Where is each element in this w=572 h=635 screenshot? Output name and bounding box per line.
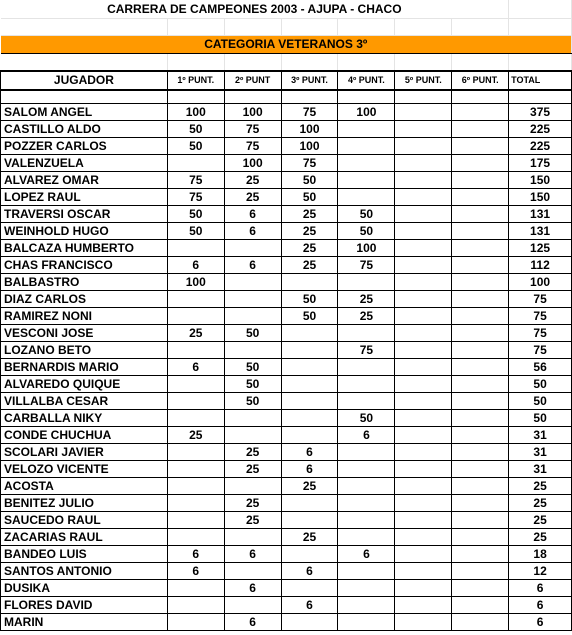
points-cell: 100 (167, 104, 224, 121)
points-cell (281, 376, 338, 393)
page-title: CARRERA DE CAMPEONES 2003 - AJUPA - CHACO (1, 0, 509, 19)
player-name-cell: CASTILLO ALDO (1, 121, 168, 138)
points-cell (167, 393, 224, 410)
total-cell: 25 (509, 512, 572, 529)
player-name-cell: SCOLARI JAVIER (1, 444, 168, 461)
points-cell (281, 580, 338, 597)
points-cell (281, 427, 338, 444)
points-cell (338, 444, 395, 461)
points-cell: 25 (281, 240, 338, 257)
table-row (1, 359, 572, 376)
table-row (1, 257, 572, 274)
points-cell (167, 444, 224, 461)
points-cell: 6 (167, 257, 224, 274)
header-punt-4: 4º PUNT. (338, 71, 395, 90)
points-cell: 50 (167, 121, 224, 138)
table-row (1, 308, 572, 325)
category-banner: CATEGORIA VETERANOS 3º (1, 36, 572, 54)
points-cell: 75 (224, 121, 281, 138)
points-cell (338, 495, 395, 512)
points-cell (338, 478, 395, 495)
total-cell: 131 (509, 206, 572, 223)
points-cell (452, 580, 509, 597)
table-row (1, 138, 572, 155)
points-cell (338, 359, 395, 376)
points-cell: 50 (167, 138, 224, 155)
player-name-cell: CONDE CHUCHUA (1, 427, 168, 444)
table-row (1, 121, 572, 138)
points-cell: 75 (338, 342, 395, 359)
total-cell: 6 (509, 614, 572, 631)
points-cell: 25 (281, 478, 338, 495)
points-cell: 50 (224, 376, 281, 393)
points-cell (395, 478, 452, 495)
player-name-cell: TRAVERSI OSCAR (1, 206, 168, 223)
points-cell (395, 359, 452, 376)
points-cell (224, 529, 281, 546)
player-name-cell: CHAS FRANCISCO (1, 257, 168, 274)
points-cell (224, 342, 281, 359)
points-cell (395, 495, 452, 512)
points-cell: 6 (281, 444, 338, 461)
points-cell (224, 240, 281, 257)
total-cell: 31 (509, 427, 572, 444)
points-cell (224, 563, 281, 580)
player-name-cell: LOPEZ RAUL (1, 189, 168, 206)
points-cell: 50 (281, 308, 338, 325)
total-cell: 100 (509, 274, 572, 291)
points-cell (452, 512, 509, 529)
points-cell: 25 (224, 495, 281, 512)
header-total: TOTAL (509, 71, 572, 90)
points-cell (452, 308, 509, 325)
points-cell (167, 495, 224, 512)
total-cell: 75 (509, 308, 572, 325)
points-cell: 25 (224, 172, 281, 189)
points-cell: 75 (338, 257, 395, 274)
total-cell: 6 (509, 597, 572, 614)
table-row (1, 206, 572, 223)
table-row (1, 461, 572, 478)
table-row (1, 189, 572, 206)
points-cell: 75 (224, 138, 281, 155)
table-row (1, 563, 572, 580)
points-cell: 50 (224, 325, 281, 342)
points-cell (395, 138, 452, 155)
points-cell: 6 (167, 563, 224, 580)
points-cell: 25 (167, 427, 224, 444)
points-cell (395, 206, 452, 223)
table-row (1, 614, 572, 631)
points-cell (395, 155, 452, 172)
total-cell: 125 (509, 240, 572, 257)
player-name-cell: BANDEO LUIS (1, 546, 168, 563)
points-cell (338, 155, 395, 172)
points-cell: 25 (281, 529, 338, 546)
points-cell: 25 (338, 308, 395, 325)
points-cell (395, 597, 452, 614)
player-name-cell: SALOM ANGEL (1, 104, 168, 121)
points-cell: 6 (224, 614, 281, 631)
points-cell: 25 (224, 444, 281, 461)
points-cell (452, 597, 509, 614)
table-row (1, 240, 572, 257)
points-cell: 6 (281, 597, 338, 614)
points-cell: 100 (224, 104, 281, 121)
points-cell: 6 (224, 223, 281, 240)
table-row (1, 223, 572, 240)
points-cell (224, 478, 281, 495)
points-cell (224, 308, 281, 325)
total-cell: 225 (509, 121, 572, 138)
points-cell (338, 614, 395, 631)
points-cell (167, 529, 224, 546)
points-cell (224, 427, 281, 444)
points-cell (452, 444, 509, 461)
points-cell: 50 (338, 410, 395, 427)
points-cell (395, 427, 452, 444)
player-name-cell: DUSIKA (1, 580, 168, 597)
points-cell (167, 597, 224, 614)
points-cell (395, 580, 452, 597)
points-cell (452, 427, 509, 444)
total-cell: 75 (509, 342, 572, 359)
points-cell (167, 308, 224, 325)
points-cell (395, 563, 452, 580)
points-cell (281, 512, 338, 529)
total-cell: 6 (509, 580, 572, 597)
total-cell: 56 (509, 359, 572, 376)
table-row (1, 325, 572, 342)
points-cell: 100 (338, 240, 395, 257)
points-cell (395, 274, 452, 291)
total-cell: 150 (509, 189, 572, 206)
points-cell: 50 (281, 172, 338, 189)
points-cell (281, 393, 338, 410)
points-cell (452, 359, 509, 376)
points-cell (338, 529, 395, 546)
points-cell (281, 359, 338, 376)
points-cell (452, 325, 509, 342)
points-cell: 25 (224, 512, 281, 529)
points-cell (452, 376, 509, 393)
points-cell (338, 393, 395, 410)
points-cell (452, 257, 509, 274)
points-cell (395, 461, 452, 478)
total-cell: 175 (509, 155, 572, 172)
table-row (1, 478, 572, 495)
total-cell: 131 (509, 223, 572, 240)
points-cell (452, 104, 509, 121)
points-cell (395, 291, 452, 308)
points-cell (395, 223, 452, 240)
table-row (1, 342, 572, 359)
total-cell: 25 (509, 478, 572, 495)
points-cell (395, 172, 452, 189)
points-cell (338, 172, 395, 189)
points-cell (281, 342, 338, 359)
points-cell (452, 240, 509, 257)
points-cell: 6 (224, 257, 281, 274)
table-row (1, 512, 572, 529)
points-cell (452, 206, 509, 223)
total-cell: 25 (509, 495, 572, 512)
table-row (1, 155, 572, 172)
points-cell (452, 393, 509, 410)
table-row (1, 172, 572, 189)
points-cell (452, 291, 509, 308)
total-cell: 375 (509, 104, 572, 121)
points-cell (395, 257, 452, 274)
total-cell: 50 (509, 393, 572, 410)
player-name-cell: BENITEZ JULIO (1, 495, 168, 512)
points-cell (338, 325, 395, 342)
points-cell (167, 376, 224, 393)
points-cell (395, 308, 452, 325)
points-cell: 6 (224, 580, 281, 597)
points-cell (338, 563, 395, 580)
total-cell: 18 (509, 546, 572, 563)
points-cell: 50 (224, 393, 281, 410)
points-cell: 50 (281, 189, 338, 206)
player-name-cell: ALVAREZ OMAR (1, 172, 168, 189)
points-cell (395, 121, 452, 138)
player-name-cell: POZZER CARLOS (1, 138, 168, 155)
points-cell (167, 240, 224, 257)
points-cell (338, 580, 395, 597)
table-row (1, 410, 572, 427)
points-cell: 50 (167, 206, 224, 223)
points-cell (281, 546, 338, 563)
points-cell (395, 376, 452, 393)
total-cell: 50 (509, 376, 572, 393)
header-punt-1: 1º PUNT. (167, 71, 224, 90)
points-cell (338, 121, 395, 138)
points-cell: 50 (224, 359, 281, 376)
points-cell: 50 (338, 206, 395, 223)
table-row (1, 580, 572, 597)
points-cell: 50 (167, 223, 224, 240)
points-cell (452, 563, 509, 580)
points-cell: 75 (281, 155, 338, 172)
points-cell: 100 (338, 104, 395, 121)
points-cell (224, 291, 281, 308)
player-name-cell: VALENZUELA (1, 155, 168, 172)
points-cell: 100 (167, 274, 224, 291)
points-cell (167, 478, 224, 495)
table-row (1, 444, 572, 461)
points-cell: 25 (281, 257, 338, 274)
points-cell (281, 325, 338, 342)
points-cell: 6 (167, 546, 224, 563)
points-cell (395, 614, 452, 631)
points-cell (338, 189, 395, 206)
points-cell (452, 495, 509, 512)
points-cell (338, 138, 395, 155)
player-name-cell: FLORES DAVID (1, 597, 168, 614)
player-name-cell: BALCAZA HUMBERTO (1, 240, 168, 257)
player-name-cell: BALBASTRO (1, 274, 168, 291)
points-cell (395, 240, 452, 257)
points-cell (167, 155, 224, 172)
points-cell (167, 614, 224, 631)
points-cell (338, 376, 395, 393)
player-name-cell: CARBALLA NIKY (1, 410, 168, 427)
total-cell: 31 (509, 444, 572, 461)
table-row (1, 291, 572, 308)
points-cell: 25 (167, 325, 224, 342)
total-cell: 75 (509, 325, 572, 342)
player-name-cell: DIAZ CARLOS (1, 291, 168, 308)
points-cell: 100 (281, 121, 338, 138)
points-cell (395, 342, 452, 359)
points-cell (281, 614, 338, 631)
table-row (1, 104, 572, 121)
table-row (1, 427, 572, 444)
points-cell (395, 444, 452, 461)
player-name-cell: ALVAREDO QUIQUE (1, 376, 168, 393)
points-cell (452, 274, 509, 291)
points-cell: 25 (281, 206, 338, 223)
total-cell: 112 (509, 257, 572, 274)
header-punt-3: 3º PUNT. (281, 71, 338, 90)
table-row (1, 393, 572, 410)
points-cell: 75 (167, 189, 224, 206)
points-cell (167, 410, 224, 427)
player-name-cell: RAMIREZ NONI (1, 308, 168, 325)
header-punt-5: 5º PUNT. (395, 71, 452, 90)
total-cell: 50 (509, 410, 572, 427)
points-cell (281, 274, 338, 291)
points-cell: 6 (338, 546, 395, 563)
points-cell: 25 (224, 461, 281, 478)
player-name-cell: BERNARDIS MARIO (1, 359, 168, 376)
points-cell: 50 (338, 223, 395, 240)
points-cell (395, 546, 452, 563)
points-cell (395, 325, 452, 342)
points-cell (395, 189, 452, 206)
table-row (1, 597, 572, 614)
points-cell (167, 461, 224, 478)
points-cell (167, 342, 224, 359)
points-cell: 75 (167, 172, 224, 189)
points-cell (452, 172, 509, 189)
player-name-cell: VESCONI JOSE (1, 325, 168, 342)
header-punt-6: 6º PUNT. (452, 71, 509, 90)
points-cell (395, 512, 452, 529)
table-row (1, 376, 572, 393)
points-cell (224, 410, 281, 427)
player-name-cell: SANTOS ANTONIO (1, 563, 168, 580)
points-cell: 6 (281, 461, 338, 478)
points-cell (338, 274, 395, 291)
points-cell (452, 189, 509, 206)
points-cell (452, 478, 509, 495)
points-cell: 6 (167, 359, 224, 376)
player-name-cell: MARIN (1, 614, 168, 631)
points-cell (338, 512, 395, 529)
points-cell (452, 529, 509, 546)
points-cell: 25 (338, 291, 395, 308)
table-row (1, 274, 572, 291)
points-cell: 25 (224, 189, 281, 206)
player-name-cell: WEINHOLD HUGO (1, 223, 168, 240)
points-cell: 100 (224, 155, 281, 172)
table-row (1, 529, 572, 546)
points-cell (452, 614, 509, 631)
points-cell (452, 342, 509, 359)
total-cell: 75 (509, 291, 572, 308)
total-cell: 225 (509, 138, 572, 155)
table-row (1, 546, 572, 563)
points-cell (452, 223, 509, 240)
player-name-cell: VILLALBA CESAR (1, 393, 168, 410)
points-cell (452, 461, 509, 478)
player-name-cell: ZACARIAS RAUL (1, 529, 168, 546)
player-name-cell: VELOZO VICENTE (1, 461, 168, 478)
points-cell (167, 291, 224, 308)
total-cell: 25 (509, 529, 572, 546)
points-cell (281, 410, 338, 427)
table-row (1, 495, 572, 512)
points-cell (338, 597, 395, 614)
player-name-cell: ACOSTA (1, 478, 168, 495)
player-name-cell: SAUCEDO RAUL (1, 512, 168, 529)
points-cell (452, 546, 509, 563)
points-cell (395, 529, 452, 546)
points-cell (167, 580, 224, 597)
total-cell: 12 (509, 563, 572, 580)
total-cell: 31 (509, 461, 572, 478)
points-cell: 75 (281, 104, 338, 121)
points-cell (395, 410, 452, 427)
points-cell (281, 495, 338, 512)
points-cell (167, 512, 224, 529)
points-cell (338, 461, 395, 478)
points-cell: 25 (281, 223, 338, 240)
points-cell (395, 393, 452, 410)
total-cell: 150 (509, 172, 572, 189)
points-cell: 6 (224, 206, 281, 223)
points-cell: 6 (338, 427, 395, 444)
points-cell: 6 (224, 546, 281, 563)
points-cell: 6 (281, 563, 338, 580)
points-cell (452, 410, 509, 427)
player-name-cell: LOZANO BETO (1, 342, 168, 359)
points-cell (395, 104, 452, 121)
points-cell (452, 121, 509, 138)
header-jugador: JUGADOR (1, 71, 168, 90)
column-header-row (1, 71, 572, 90)
points-cell (452, 155, 509, 172)
points-cell (224, 274, 281, 291)
points-cell: 100 (281, 138, 338, 155)
points-cell (224, 597, 281, 614)
points-cell: 50 (281, 291, 338, 308)
header-punt-2: 2º PUNT (224, 71, 281, 90)
points-cell (452, 138, 509, 155)
